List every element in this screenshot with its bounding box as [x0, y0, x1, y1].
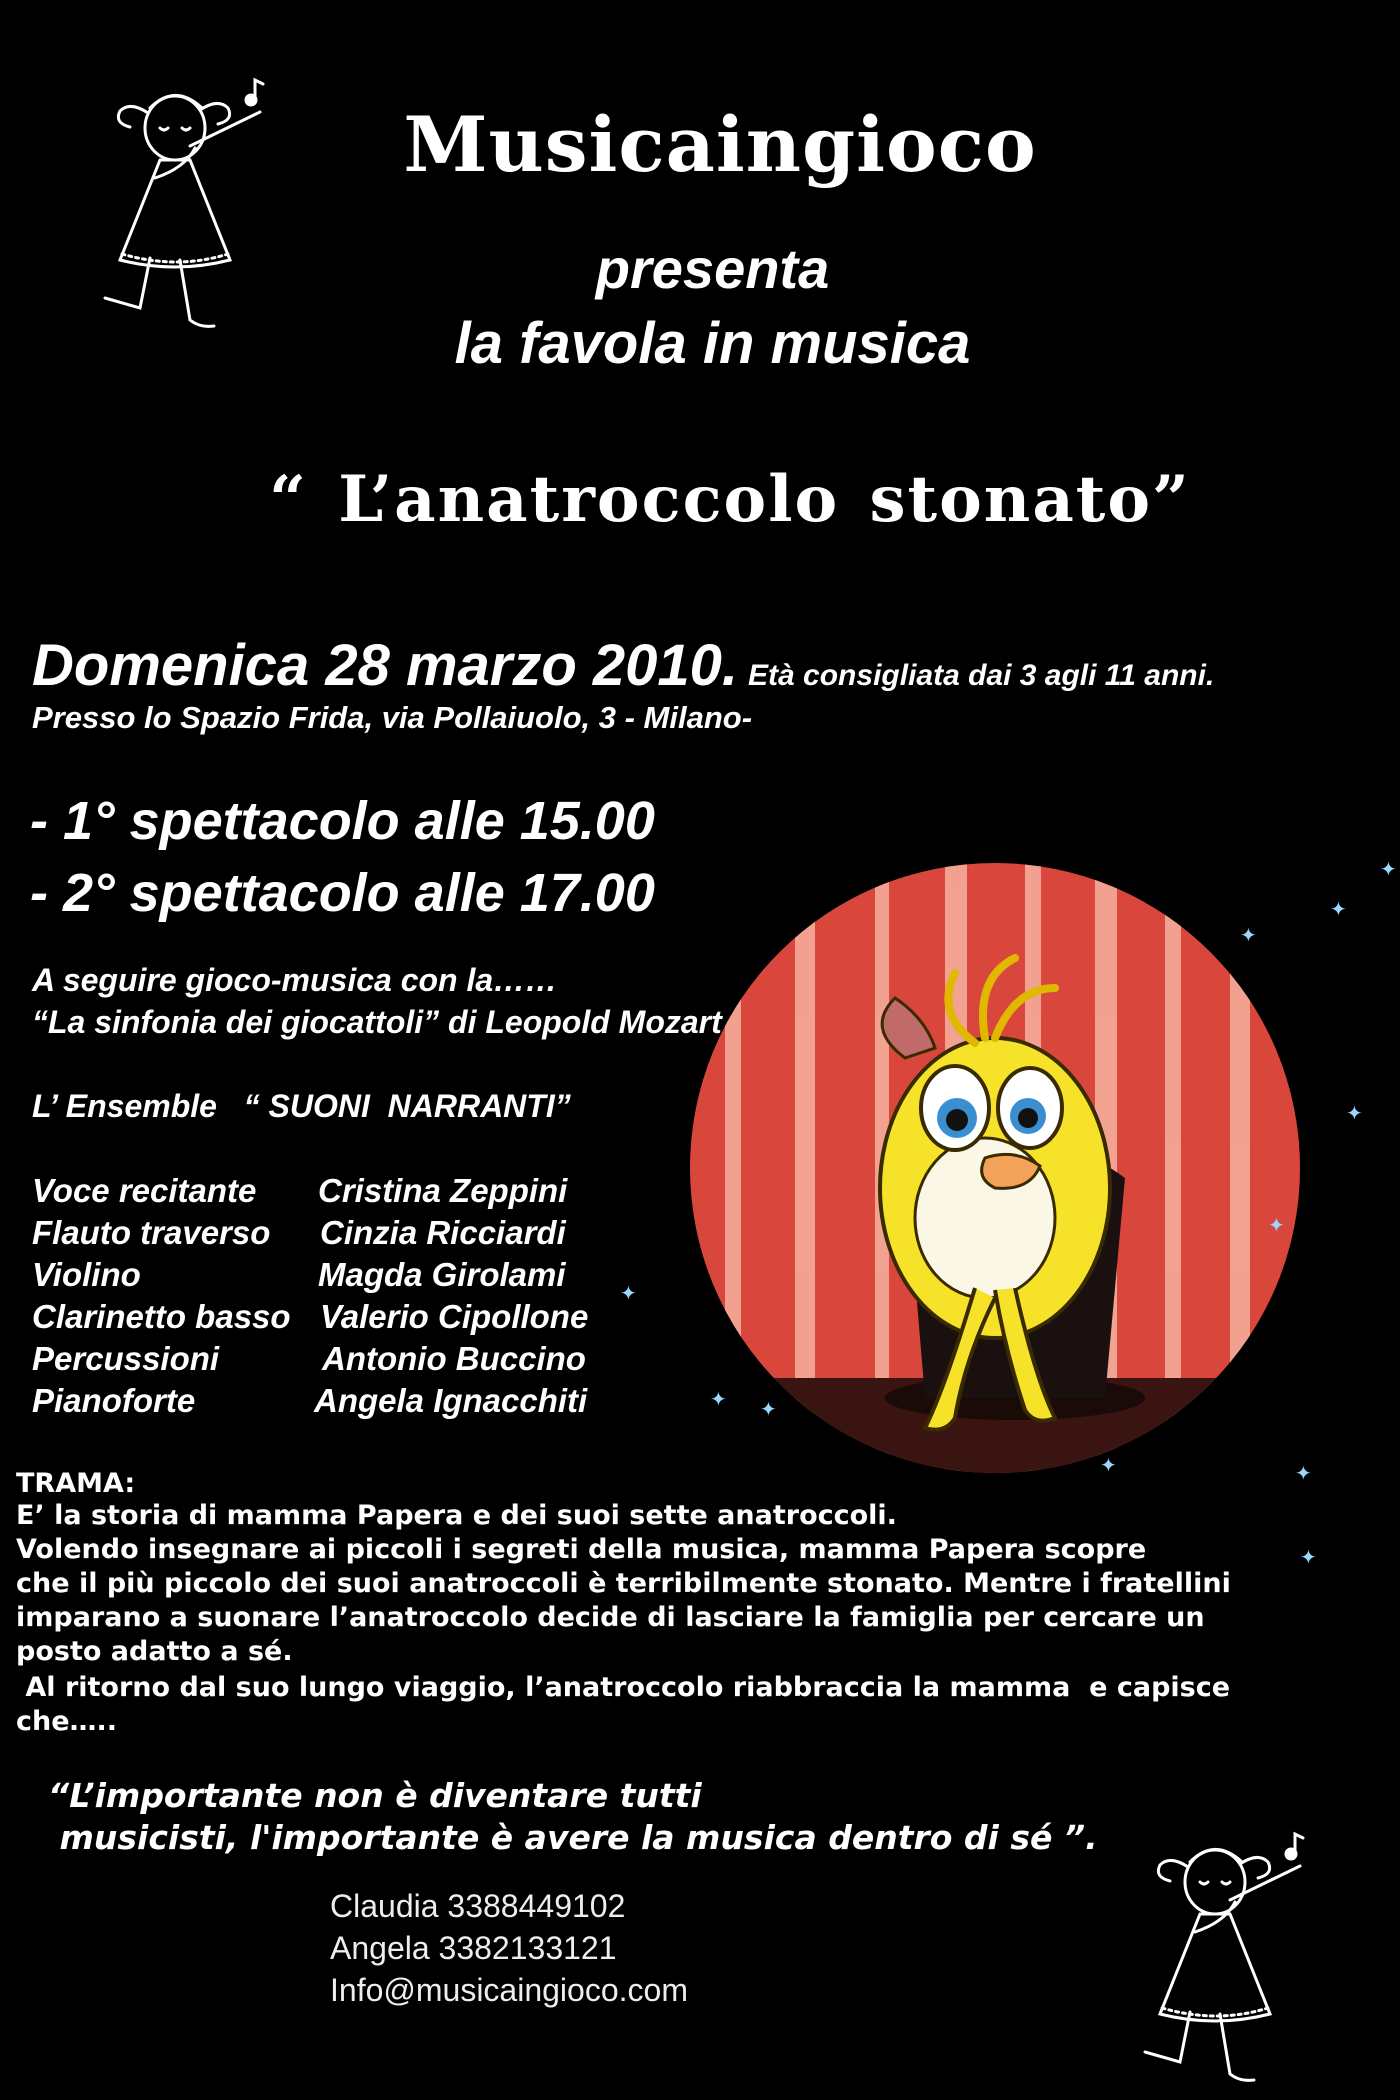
event-date-line [32, 632, 1392, 699]
sparkle-icon: ✦ [1295, 1463, 1312, 1485]
event-venue: Presso lo Spazio Frida, via Pollaiuolo, 3 - Milano- [32, 700, 753, 735]
girl-flute-illustration-icon [1090, 1822, 1330, 2092]
cast-role: Voce recitante [32, 1172, 257, 1209]
cast-name: Cristina Zeppini [318, 1172, 568, 1209]
sparkle-icon: ✦ [1300, 1547, 1317, 1569]
ensemble-name: L’ Ensemble “ SUONI NARRANTI” [32, 1088, 571, 1124]
trama-line: E’ la storia di mamma Papera e dei suoi sette anatroccoli. [16, 1500, 897, 1531]
sparkle-icon: ✦ [1268, 1215, 1285, 1237]
cast-name: Magda Girolami [318, 1256, 566, 1293]
cast-role: Flauto traverso [32, 1214, 271, 1251]
show-time-1: - 1° spettacolo alle 15.00 [30, 791, 655, 851]
duckling-artwork [685, 858, 1305, 1478]
sparkle-icon: ✦ [1330, 899, 1347, 921]
follow-up-piece: “La sinfonia dei giocattoli” di Leopold Mozart [32, 1004, 722, 1040]
trama-line: Al ritorno dal suo lungo viaggio, l’anatroccolo riabbraccia la mamma e capisce [16, 1672, 1231, 1703]
sparkle-icon: ✦ [1100, 1455, 1117, 1477]
cast-role: Violino [32, 1256, 141, 1293]
cast-name: Antonio Buccino [322, 1340, 586, 1377]
event-date: Domenica 28 marzo 2010. [32, 633, 739, 698]
sparkle-icon: ✦ [620, 1283, 637, 1305]
trama-line: che….. [16, 1706, 118, 1737]
cast-role: Percussioni [32, 1340, 220, 1377]
cast-name: Valerio Cipollone [320, 1298, 589, 1335]
quote-line-2: musicisti, l'importante è avere la musica dentro di sé ”. [48, 1818, 1098, 1857]
show-title: “ L’anatroccolo stonato” [269, 462, 1191, 537]
show-time-2: - 2° spettacolo alle 17.00 [30, 863, 655, 923]
presenta-text: presenta [595, 237, 830, 300]
follow-up-text: A seguire gioco-musica con la…… [32, 962, 558, 998]
cast-role: Pianoforte [32, 1382, 196, 1419]
trama-line: Volendo insegnare ai piccoli i segreti della musica, mamma Papera scopre [16, 1534, 1147, 1565]
quote-line-1: “L’importante non è diventare tutti [48, 1776, 702, 1815]
sparkle-icon: ✦ [1380, 859, 1397, 881]
trama-line: imparano a suonare l’anatroccolo decide di lasciare la famiglia per cercare un [16, 1602, 1205, 1633]
trama-heading: TRAMA: [16, 1468, 136, 1499]
cast-name: Angela Ignacchiti [314, 1382, 588, 1419]
subtitle-text: la favola in musica [454, 311, 971, 376]
trama-line: posto adatto a sé. [16, 1636, 293, 1667]
contact-email[interactable]: Info@musicaingioco.com [330, 1972, 688, 2008]
age-recommendation: Età consigliata dai 3 agli 11 anni. [748, 659, 1215, 692]
girl-flute-illustration-icon [50, 68, 290, 338]
cast-name: Cinzia Ricciardi [320, 1214, 566, 1251]
trama-line: che il più piccolo dei suoi anatroccoli è terribilmente stonato. Mentre i fratellini [16, 1568, 1231, 1599]
sparkle-icon: ✦ [710, 1389, 727, 1411]
cast-role: Clarinetto basso [32, 1298, 291, 1335]
sparkle-icon: ✦ [760, 1399, 777, 1421]
sparkle-icon: ✦ [1240, 925, 1257, 947]
contact-angela: Angela 3382133121 [330, 1930, 617, 1966]
contact-claudia: Claudia 3388449102 [330, 1888, 626, 1924]
sparkle-icon: ✦ [1346, 1103, 1363, 1125]
brand-title: Musicaingioco [403, 100, 1037, 189]
